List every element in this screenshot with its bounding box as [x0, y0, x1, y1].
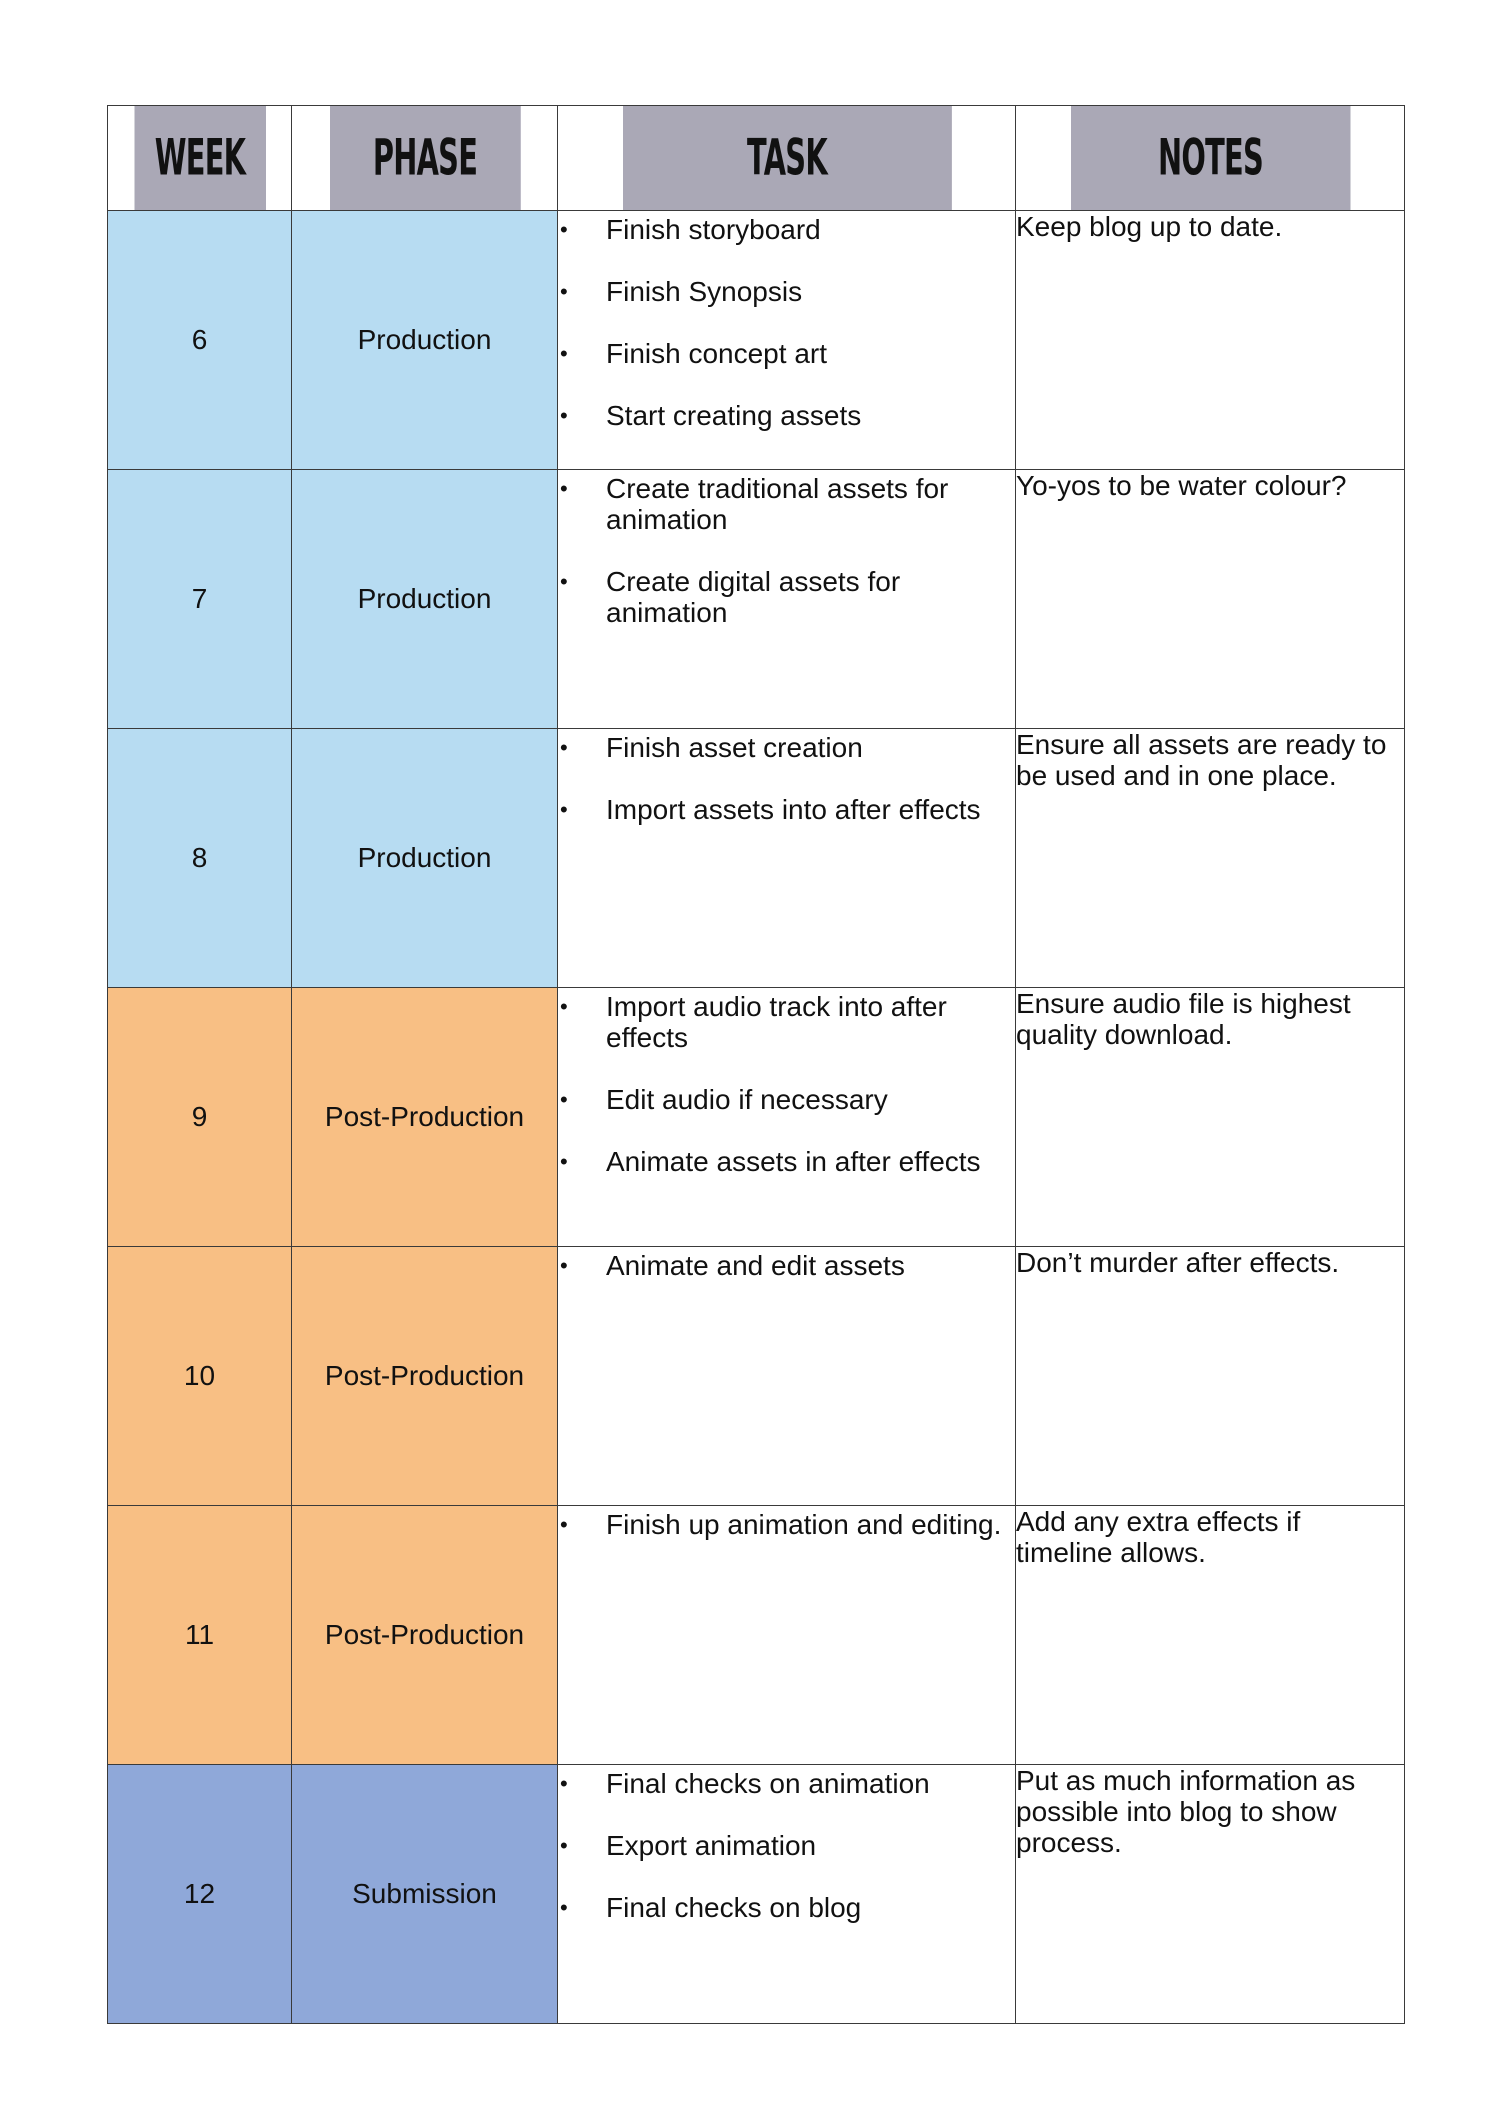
header-notes [1070, 106, 1350, 211]
phase-cell: Production [292, 211, 558, 470]
task-list [558, 470, 1015, 628]
task-text: Animate assets in after effects [606, 1146, 981, 1177]
task-text: Create traditional assets for animation [606, 473, 949, 535]
bullet-icon: • [560, 797, 568, 822]
table-row [108, 1506, 1405, 1765]
task-text: Start creating assets [606, 400, 862, 431]
task-item [558, 1146, 1015, 1177]
phase-cell: Production [292, 729, 558, 988]
header-row [108, 106, 1405, 211]
table-body [108, 211, 1405, 2024]
task-text: Finish storyboard [606, 214, 821, 245]
week-cell: 12 [108, 1765, 292, 2024]
week-cell: 7 [108, 470, 292, 729]
task-text: Animate and edit assets [606, 1250, 905, 1281]
week-cell: 11 [108, 1506, 292, 1765]
task-text: Import audio track into after effects [606, 991, 947, 1053]
task-list [558, 729, 1015, 825]
task-cell [558, 1765, 1016, 2024]
notes-cell: Keep blog up to date. [1016, 211, 1405, 470]
table-row [108, 729, 1405, 988]
bullet-icon: • [560, 735, 568, 760]
task-item [558, 1830, 1015, 1861]
notes-cell: Put as much information as possible into blog to show process. [1016, 1765, 1405, 2024]
bullet-icon: • [560, 403, 568, 428]
task-item [558, 1892, 1015, 1923]
header-notes-label: NOTES [1157, 129, 1263, 187]
task-text: Final checks on blog [606, 1892, 862, 1923]
header-week [133, 106, 265, 211]
bullet-icon: • [560, 1895, 568, 1920]
task-list [558, 1247, 1015, 1281]
task-list [558, 1506, 1015, 1540]
bullet-icon: • [560, 1087, 568, 1112]
notes-cell: Add any extra effects if timeline allows. [1016, 1506, 1405, 1765]
notes-cell: Ensure audio file is highest quality download. [1016, 988, 1405, 1247]
task-text: Create digital assets for animation [606, 566, 901, 628]
table-row [108, 470, 1405, 729]
task-text: Finish up animation and editing. [606, 1509, 1002, 1540]
task-list [558, 1765, 1015, 1923]
table-row [108, 1247, 1405, 1506]
bullet-icon: • [560, 569, 568, 594]
week-cell: 9 [108, 988, 292, 1247]
task-list [558, 988, 1015, 1177]
phase-cell: Post-Production [292, 1506, 558, 1765]
phase-cell: Post-Production [292, 1247, 558, 1506]
task-cell [558, 1247, 1016, 1506]
task-cell [558, 988, 1016, 1247]
notes-cell: Don’t murder after effects. [1016, 1247, 1405, 1506]
task-item [558, 1084, 1015, 1115]
task-item [558, 1509, 1015, 1540]
week-cell: 10 [108, 1247, 292, 1506]
header-week-label: WEEK [154, 129, 245, 187]
bullet-icon: • [560, 1253, 568, 1278]
bullet-icon: • [560, 341, 568, 366]
task-text: Edit audio if necessary [606, 1084, 888, 1115]
phase-cell: Production [292, 470, 558, 729]
task-item [558, 473, 1015, 535]
header-task-label: TASK [746, 129, 827, 187]
task-text: Export animation [606, 1830, 817, 1861]
bullet-icon: • [560, 1833, 568, 1858]
task-text: Finish asset creation [606, 732, 863, 763]
task-item [558, 1250, 1015, 1281]
task-item [558, 1768, 1015, 1799]
task-item [558, 566, 1015, 628]
task-text: Final checks on animation [606, 1768, 930, 1799]
task-item [558, 732, 1015, 763]
task-item [558, 338, 1015, 369]
task-text: Finish concept art [606, 338, 827, 369]
task-item [558, 214, 1015, 245]
header-phase [329, 106, 521, 211]
bullet-icon: • [560, 1149, 568, 1174]
task-item [558, 400, 1015, 431]
bullet-icon: • [560, 217, 568, 242]
notes-cell: Yo-yos to be water colour? [1016, 470, 1405, 729]
task-list [558, 211, 1015, 431]
bullet-icon: • [560, 994, 568, 1019]
header-task [622, 106, 952, 211]
bullet-icon: • [560, 1512, 568, 1537]
week-cell: 8 [108, 729, 292, 988]
bullet-icon: • [560, 476, 568, 501]
notes-cell: Ensure all assets are ready to be used and in one place. [1016, 729, 1405, 988]
task-cell [558, 470, 1016, 729]
table-row [108, 988, 1405, 1247]
task-item [558, 794, 1015, 825]
bullet-icon: • [560, 279, 568, 304]
task-cell [558, 211, 1016, 470]
phase-cell: Submission [292, 1765, 558, 2024]
week-cell: 6 [108, 211, 292, 470]
task-cell [558, 1506, 1016, 1765]
schedule-table [107, 105, 1405, 2024]
task-item [558, 276, 1015, 307]
task-cell [558, 729, 1016, 988]
bullet-icon: • [560, 1771, 568, 1796]
table-row [108, 1765, 1405, 2024]
table-header [108, 106, 1405, 211]
task-text: Import assets into after effects [606, 794, 981, 825]
task-item [558, 991, 1015, 1053]
phase-cell: Post-Production [292, 988, 558, 1247]
task-text: Finish Synopsis [606, 276, 803, 307]
table-row [108, 211, 1405, 470]
header-phase-label: PHASE [372, 129, 477, 187]
